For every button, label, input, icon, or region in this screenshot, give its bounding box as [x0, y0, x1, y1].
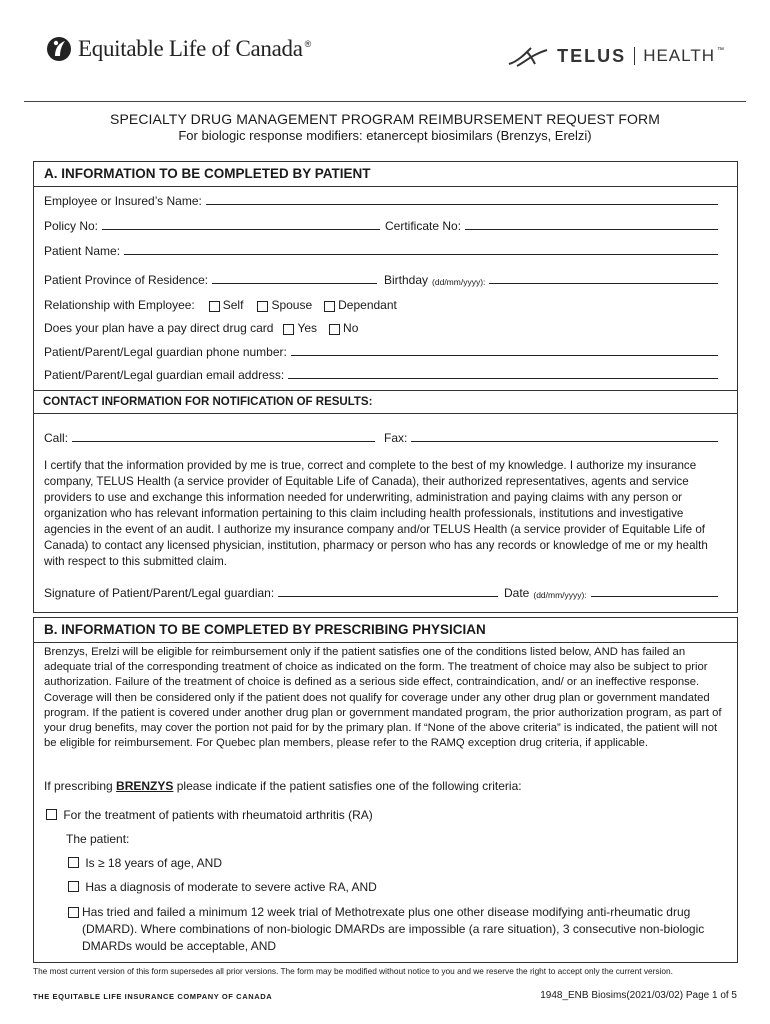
age-checkbox[interactable]: [68, 857, 79, 868]
self-label: Self: [222, 298, 244, 312]
email-field[interactable]: [288, 378, 718, 379]
birthday-row: [384, 273, 718, 287]
footer-notice: The most current version of this form supersedes all prior versions. The form may be modified without notice to you and we reserve the right to accept only the current version.: [33, 966, 673, 976]
date-row: [504, 586, 718, 600]
ra-checkbox[interactable]: [46, 809, 57, 820]
ra-option: [44, 808, 373, 822]
relationship-label: Relationship with Employee:: [44, 298, 195, 312]
birthday-field[interactable]: [489, 283, 718, 284]
patient-name-field[interactable]: [124, 254, 718, 255]
date-format: (dd/mm/yyyy):: [533, 590, 587, 600]
equitable-reg-mark: ®: [304, 39, 312, 49]
signature-field[interactable]: [278, 596, 498, 597]
logo-divider: [634, 47, 635, 65]
section-b-intro: Brenzys, Erelzi will be eligible for reimbursement only if the patient satisfies one of the conditions listed below, AND has failed an adequate trial of the corresponding treatment of choice as indicated on the form. The treatment of choice may also be subject to prior authorization. Failure of the treatment of choice is defined as a serious side effect, contraindication, and/ or an ineffective response. Coverage will then be considered only if the patient does not qualify for coverage under any other drug plan or government mandated program. If the patient is covered under another drug plan or government mandated program, the prior authorization program, as part of your drug benefits, may cover the portion not paid for by the primary plan. If “None of the above criteria” is indicated, the patient will not be eligible for reimbursement. For Quebec plan members, please refer to the RAMQ exception drug criteria, if applicable.: [44, 646, 722, 750]
certification-text: I certify that the information provided by me is true, correct and complete to the best of my knowledge. I authorize my insurance company, TELUS Health (a service provider of Equitable Life of Canada), their authorized representatives, agents and service providers to use and exchange this information needed for underwriting, administration and paying claims with any person or organization who has relevant information pertaining to this claim including health professionals, institutions and investigative agencies in the event of an audit. I authorize my insurance company and/or TELUS Health (a service provider of Equitable Life of Canada) to contact any licensed physician, institution, pharmacy or person who has any records or knowledge of me or my health with respect to this submitted claim.: [44, 459, 708, 568]
criterion-diagnosis: [62, 880, 377, 894]
date-label: Date: [504, 586, 530, 600]
contact-info-bar: [33, 390, 738, 414]
telus-text: TELUS: [557, 45, 627, 66]
signature-row: [44, 586, 498, 600]
fax-row: [384, 431, 718, 445]
province-row: [44, 273, 377, 287]
call-field[interactable]: [72, 441, 375, 442]
call-label: Call:: [44, 431, 69, 445]
ra-label: For the treatment of patients with rheumatoid arthritis (RA): [63, 808, 373, 822]
if-prescribing-line: [44, 779, 522, 793]
province-field[interactable]: [212, 283, 377, 284]
dependant-label: Dependant: [338, 298, 397, 312]
footer-form-id: 1948_ENB Biosims(2021/03/02) Page 1 of 5: [540, 990, 737, 1001]
phone-row: [44, 345, 718, 359]
email-label: Patient/Parent/Legal guardian email address:: [44, 368, 285, 382]
section-b-heading: B. INFORMATION TO BE COMPLETED BY PRESCRIBING PHYSICIAN: [44, 622, 486, 637]
if-prescribing-post: please indicate if the patient satisfies one of the following criteria:: [176, 779, 522, 793]
certificate-no-label: Certificate No:: [385, 219, 462, 233]
patient-name-label: Patient Name:: [44, 244, 121, 258]
patient-name-row: [44, 244, 718, 258]
age-label: Is ≥ 18 years of age, AND: [85, 856, 222, 870]
fax-label: Fax:: [384, 431, 408, 445]
certificate-no-field[interactable]: [465, 229, 718, 230]
yes-checkbox[interactable]: [283, 324, 294, 335]
no-checkbox[interactable]: [329, 324, 340, 335]
brenzys-label: BRENZYS: [116, 779, 174, 793]
telus-swoosh-icon: [507, 44, 549, 68]
tried-label: Has tried and failed a minimum 12 week trial of Methotrexate plus one other disease modifying anti-rheumatic drug (DMARD). Where combinations of non-biologic DMARDs are impossible (a rare situation), 3 consecutive non-biologic DMARDs would be acceptable, AND: [82, 905, 705, 953]
equitable-leaf-icon: [46, 34, 72, 64]
pay-direct-row: [44, 321, 358, 335]
criterion-tried: [62, 904, 722, 955]
email-row: [44, 368, 718, 382]
spouse-label: Spouse: [271, 298, 313, 312]
diagnosis-checkbox[interactable]: [68, 881, 79, 892]
equitable-logo-text: Equitable Life of Canada: [78, 36, 303, 61]
province-label: Patient Province of Residence:: [44, 273, 209, 287]
diagnosis-label: Has a diagnosis of moderate to severe active RA, AND: [85, 880, 377, 894]
birthday-label: Birthday: [384, 273, 429, 287]
tried-checkbox[interactable]: [68, 907, 79, 918]
contact-info-heading: CONTACT INFORMATION FOR NOTIFICATION OF RESULTS:: [43, 396, 373, 408]
employee-name-field[interactable]: [206, 204, 718, 205]
date-field[interactable]: [591, 596, 718, 597]
health-tm: ™: [717, 46, 724, 54]
section-a-heading: A. INFORMATION TO BE COMPLETED BY PATIENT: [44, 166, 371, 181]
phone-label: Patient/Parent/Legal guardian phone number:: [44, 345, 287, 359]
form-title: SPECIALTY DRUG MANAGEMENT PROGRAM REIMBURSEMENT REQUEST FORM: [110, 111, 660, 127]
relationship-row: [44, 298, 397, 312]
employee-name-row: [44, 194, 718, 208]
pay-direct-label: Does your plan have a pay direct drug card: [44, 321, 274, 335]
phone-field[interactable]: [291, 355, 718, 356]
policy-no-row: [44, 219, 380, 233]
certificate-no-row: [385, 219, 718, 233]
self-checkbox[interactable]: [209, 301, 220, 312]
yes-label: Yes: [297, 321, 318, 335]
form-subtitle: For biologic response modifiers: etanercept biosimilars (Brenzys, Erelzi): [178, 128, 592, 143]
policy-no-label: Policy No:: [44, 219, 99, 233]
footer-company: THE EQUITABLE LIFE INSURANCE COMPANY OF CANADA: [33, 992, 273, 1001]
telus-health-logo: [507, 44, 724, 68]
signature-label: Signature of Patient/Parent/Legal guardian:: [44, 586, 275, 600]
criterion-age: [62, 856, 222, 870]
fax-field[interactable]: [411, 441, 718, 442]
if-prescribing-pre: If prescribing: [44, 779, 113, 793]
header-divider: [24, 101, 746, 102]
no-label: No: [343, 321, 359, 335]
spouse-checkbox[interactable]: [257, 301, 268, 312]
call-row: [44, 431, 375, 445]
health-text: HEALTH: [643, 46, 715, 65]
policy-no-field[interactable]: [102, 229, 380, 230]
employee-name-label: Employee or Insured’s Name:: [44, 194, 202, 208]
birthday-format: (dd/mm/yyyy):: [432, 277, 486, 287]
dependant-checkbox[interactable]: [324, 301, 335, 312]
the-patient-label: The patient:: [66, 832, 130, 846]
equitable-logo: [46, 34, 311, 64]
